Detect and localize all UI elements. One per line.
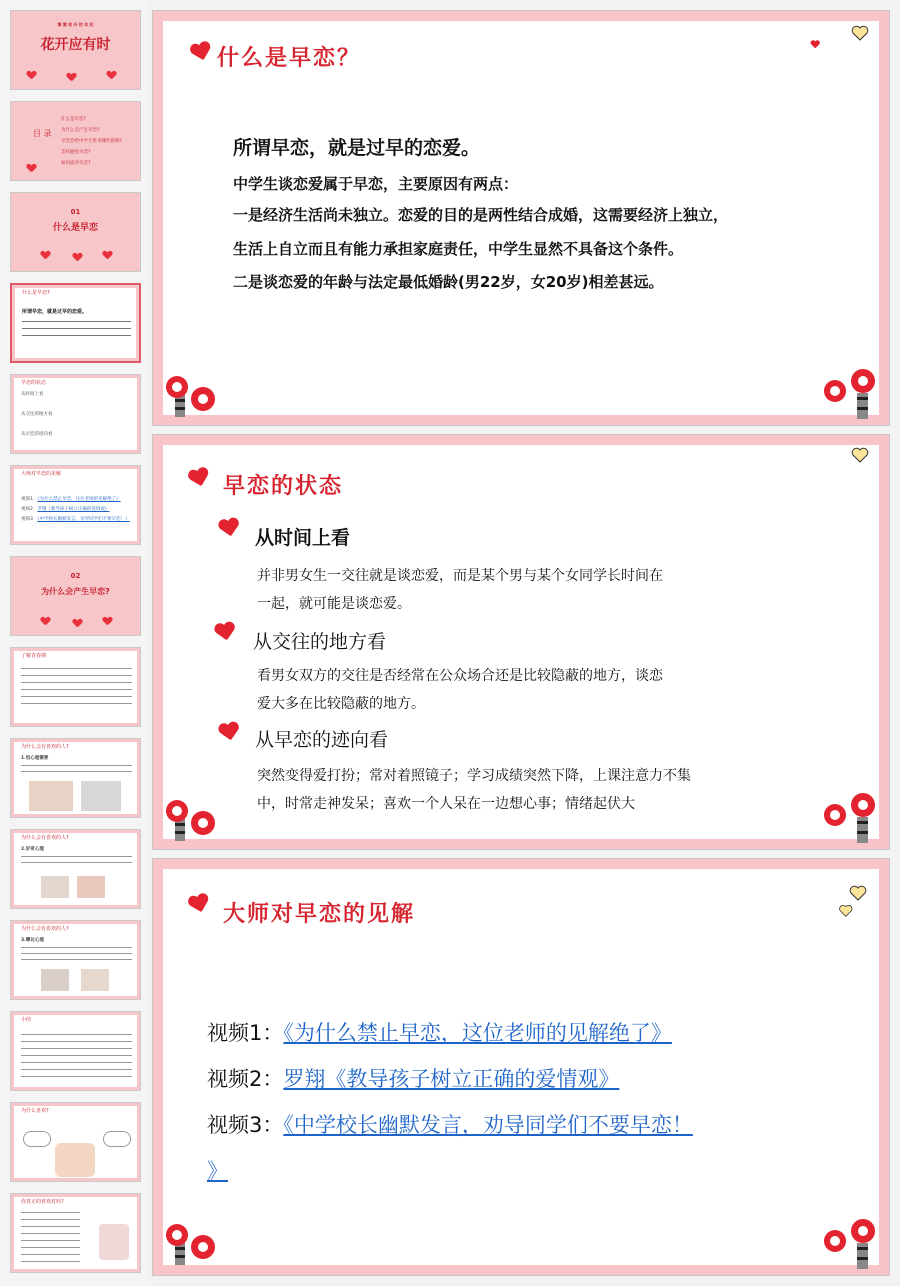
heart-icon (73, 253, 82, 262)
heart-icon (27, 164, 36, 173)
thumb-sub1: 从时间上看 (21, 392, 44, 397)
thumbnail-slide-12[interactable] (10, 1011, 141, 1091)
heart-icon (103, 251, 112, 260)
thumb-toc: 什么是早恋? 为什么会产生早恋? 早恋会给中学生带来哪些影响? 怎样避免早恋? 如何面对失恋? (61, 117, 122, 166)
thumb-title: 什么是早恋 (52, 223, 98, 233)
slide-text-line: 中学生谈恋爱属于早恋，主要原因有两点： (233, 175, 519, 193)
thumb-sub: 1.怕心理需要 (21, 756, 49, 761)
heart-icon (73, 619, 82, 628)
paragraph-line: 爱大多在比较隐蔽的地方。 (257, 696, 425, 712)
thumb-text-lines (21, 1032, 132, 1082)
yellow-heart-icon (849, 885, 865, 899)
thumb-title: 花开应有时 (40, 37, 111, 53)
thumb-num: 02 (70, 572, 81, 580)
thumbnail-slide-6[interactable] (10, 465, 141, 545)
heart-icon (107, 71, 116, 80)
thumbnail-slide-3[interactable] (10, 192, 141, 272)
thumbnail-slide-13[interactable] (10, 1102, 141, 1182)
thumbnail-slide-10[interactable] (10, 829, 141, 909)
speech-bubble (23, 1131, 51, 1147)
thumb-head: 为什么会有喜欢的人? (21, 744, 69, 750)
slide-title: 早恋的状态 (223, 474, 344, 499)
photo-image (41, 969, 69, 991)
video-3-link-continued[interactable]: 》 (207, 1159, 228, 1183)
cartoon-image (55, 1143, 95, 1177)
heart-icon (213, 621, 236, 644)
thumb-sub3: 从早恋的迹向看 (21, 432, 53, 437)
thumb-sub: 情 窦 初 开 的 年 纪 (57, 22, 94, 27)
slide-what-is-early-love[interactable] (152, 10, 890, 426)
thumb-sub: 3.攀比心理 (21, 938, 44, 943)
thumb-video-1: 视频1：《为什么禁止早恋，这位老师的见解绝了》 (21, 497, 121, 502)
thumbnail-slide-8[interactable] (10, 647, 141, 727)
section-heading: 从交往的地方看 (253, 631, 387, 653)
thumbnail-slide-5[interactable] (10, 374, 141, 454)
thumb-sub2: 从交往的地方看 (21, 412, 53, 417)
thumb-head: 什么是早恋? (22, 290, 50, 296)
thumbnail-slide-14[interactable] (10, 1193, 141, 1273)
thumb-head: 为什么会有喜欢的人? (21, 835, 69, 841)
video-2-row (207, 1063, 619, 1093)
thumbnail-slide-4-selected[interactable] (10, 283, 141, 363)
yellow-heart-icon (851, 25, 867, 39)
thumbnail-slide-7[interactable] (10, 556, 141, 636)
heart-icon (27, 71, 36, 80)
slide-text-line: 一是经济生活尚未独立。恋爱的目的是两性结合成婚，这需要经济上独立， (233, 206, 729, 224)
section-heading: 从早恋的迹向看 (255, 729, 389, 751)
thumb-head: 小结 (21, 1017, 32, 1023)
thumb-text-lines (21, 666, 132, 706)
thumb-label: 目 录 (33, 129, 52, 138)
heart-icon (41, 617, 50, 626)
thumb-video-2: 视频2：罗翔《教导孩子树立正确的爱情观》 (21, 507, 110, 512)
thumb-text-lines (21, 854, 132, 868)
heart-icon (187, 467, 211, 491)
video-1-row (207, 1017, 672, 1047)
slide-expert-views[interactable] (152, 858, 890, 1276)
photo-image (77, 876, 105, 898)
thumb-head: 早恋的状态 (21, 380, 47, 386)
speech-bubble (103, 1131, 131, 1147)
video-1-label: 视频1： (207, 1021, 284, 1045)
love-balloon-decoration-left (161, 1219, 221, 1269)
photo-image (41, 876, 69, 898)
yellow-heart-icon (851, 447, 867, 461)
slide-text-line: 所谓早恋，就是过早的恋爱。 (233, 137, 481, 159)
slide-text-line: 二是谈恋爱的年龄与法定最低婚龄(男22岁，女20岁)相差甚远。 (233, 273, 664, 291)
slide-text-line: 生活上自立而且有能力承担家庭责任，中学生显然不具备这个条件。 (233, 240, 684, 258)
heart-icon (41, 251, 50, 260)
heart-icon (217, 517, 240, 540)
photo-image (29, 781, 73, 811)
slide-early-love-states[interactable] (152, 434, 890, 850)
paragraph-line: 看男女双方的交往是否经常在公众场合还是比较隐蔽的地方，谈恋 (257, 668, 663, 684)
love-balloon-decoration-left (161, 795, 221, 845)
thumb-line: 所谓早恋，就是过早的恋爱。 (22, 309, 88, 315)
thumbnail-slide-11[interactable] (10, 920, 141, 1000)
love-balloon-decoration-right (819, 367, 883, 423)
heart-icon (811, 41, 820, 50)
video-3-link[interactable]: 《中学校长幽默发言，劝导同学们不要早恋！ (283, 1113, 693, 1137)
paragraph-line: 中，时常走神发呆；喜欢一个人呆在一边想心事；情绪起伏大 (257, 796, 635, 812)
slide-thumbnail-panel[interactable] (0, 0, 148, 1286)
thumb-num: 01 (70, 208, 81, 216)
section-heading: 从时间上看 (255, 527, 351, 549)
thumbnail-slide-2[interactable] (10, 101, 141, 181)
thumbnail-slide-1[interactable] (10, 10, 141, 90)
video-1-link[interactable]: 《为什么禁止早恋，这位老师的见解绝了》 (283, 1021, 672, 1045)
thumb-text-lines (21, 1210, 80, 1268)
paragraph-line: 并非男女生一交往就是谈恋爱，而是某个男与某个女同学长时间在 (257, 568, 663, 584)
thumb-head: 了解青春期 (21, 653, 47, 659)
paragraph-line: 突然变得爱打扮；常对着照镜子；学习成绩突然下降，上课注意力不集 (257, 768, 691, 784)
love-balloon-decoration-right (819, 1217, 883, 1273)
love-balloon-decoration-left (161, 371, 221, 421)
thumb-head: 大师对早恋的见解 (21, 471, 62, 477)
thumb-sub: 2.好奇心理 (21, 847, 44, 852)
thumb-text-lines (21, 763, 132, 775)
thumb-text-lines (21, 945, 132, 963)
video-2-link[interactable]: 罗翔《教导孩子树立正确的爱情观》 (283, 1067, 620, 1091)
heart-icon (103, 617, 112, 626)
thumbnail-slide-9[interactable] (10, 738, 141, 818)
heart-icon (217, 721, 240, 744)
thumb-head: 为什么喜欢? (21, 1108, 49, 1114)
thumb-title: 为什么会产生早恋? (41, 587, 110, 596)
heart-icon (187, 893, 211, 917)
photo-image (81, 781, 121, 811)
thumb-head: 为什么会有喜欢的人? (21, 926, 69, 932)
cartoon-image (99, 1224, 129, 1260)
slide-title: 大师对早恋的见解 (223, 902, 416, 927)
heart-icon (67, 73, 76, 82)
slide-title: 什么是早恋？ (217, 46, 362, 71)
thumb-video-3: 视频3：《中学校长幽默发言，劝导同学们不要早恋！》 (21, 517, 130, 522)
video-3-label: 视频3： (207, 1113, 284, 1137)
photo-image (81, 969, 109, 991)
thumb-head: 你真正的喜欢对吗? (21, 1199, 64, 1205)
paragraph-line: 一起，就可能是谈恋爱。 (257, 596, 411, 612)
yellow-heart-icon (839, 904, 852, 915)
video-2-label: 视频2： (207, 1067, 284, 1091)
thumb-text-lines (22, 319, 131, 341)
video-3-row (207, 1109, 693, 1139)
love-balloon-decoration-right (819, 791, 883, 847)
heart-icon (189, 41, 213, 65)
